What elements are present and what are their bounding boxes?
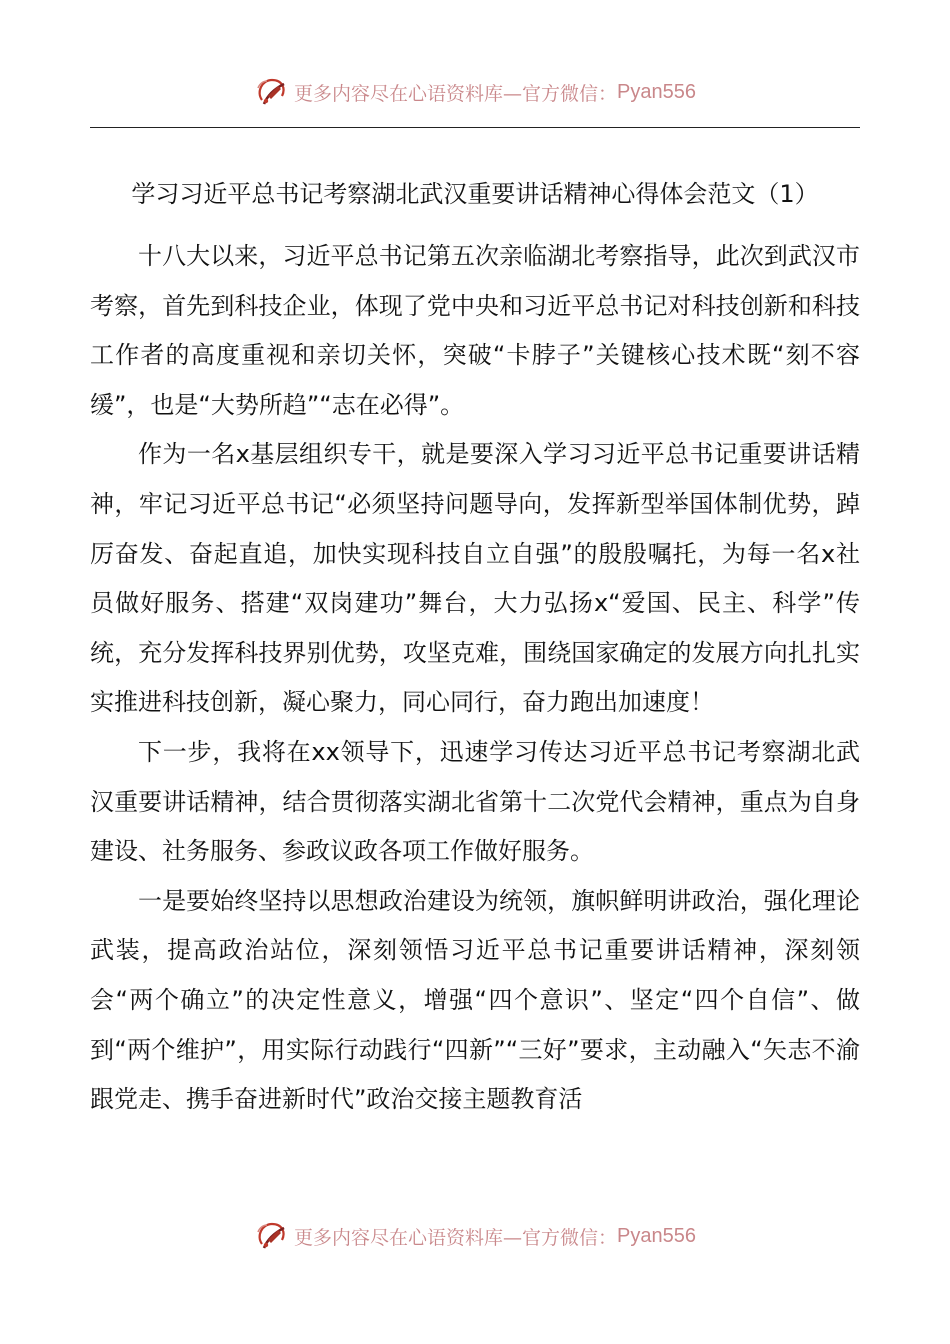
- document-body: [90, 232, 860, 1125]
- paragraph-1: 十八大以来，习近平总书记第五次亲临湖北考察指导，此次到武汉市考察，首先到科技企业，体现了党中央和习近平总书记对科技创新和科技工作者的高度重视和亲切关怀，突破“卡脖子”关键核心技术既“刻不容缓”，也是“大势所趋”“志在必得”。: [90, 242, 860, 419]
- paragraph-2: 作为一名x基层组织专干，就是要深入学习习近平总书记重要讲话精神，牢记习近平总书记“必须坚持问题导向，发挥新型举国体制优势，踔厉奋发、奋起直追，加快实现科技自立自强”的殷殷嘱托，为每一名x社员做好服务、搭建“双岗建功”舞台，大力弘扬x“爱国、民主、科学”传统，充分发挥科技界别优势，攻坚克难，围绕国家确定的发展方向扎扎实实推进科技创新，凝心聚力，同心同行，奋力跑出加速度！: [90, 440, 860, 717]
- header-banner-text: 更多内容尽在心语资料库—官方微信：: [294, 82, 618, 105]
- footer-banner: [0, 1214, 950, 1258]
- pen-swirl-logo-icon: [254, 74, 290, 110]
- pen-swirl-logo-icon: [254, 1218, 290, 1254]
- paragraph-3: 下一步，我将在xx领导下，迅速学习传达习近平总书记考察湖北武汉重要讲话精神，结合贯彻落实湖北省第十二次党代会精神，重点为自身建设、社务服务、参政议政各项工作做好服务。: [90, 737, 860, 866]
- footer-wechat-id: Pyan556: [617, 1224, 696, 1247]
- header-divider: [90, 127, 860, 128]
- document-title: 学习习近平总书记考察湖北武汉重要讲话精神心得体会范文（1）: [131, 180, 819, 208]
- paragraph-4: 一是要始终坚持以思想政治建设为统领，旗帜鲜明讲政治，强化理论武装，提高政治站位，深刻领悟习近平总书记重要讲话精神，深刻领会“两个确立”的决定性意义，增强“四个意识”、坚定“四个自信”、做到“两个维护”，用实际行动践行“四新”“三好”要求，主动融入“矢志不渝跟党走、携手奋进新时代”政治交接主题教育活: [90, 886, 860, 1114]
- footer-banner-text: 更多内容尽在心语资料库—官方微信：: [294, 1226, 618, 1249]
- header-wechat-id: Pyan556: [617, 80, 696, 103]
- header-banner: [0, 70, 950, 114]
